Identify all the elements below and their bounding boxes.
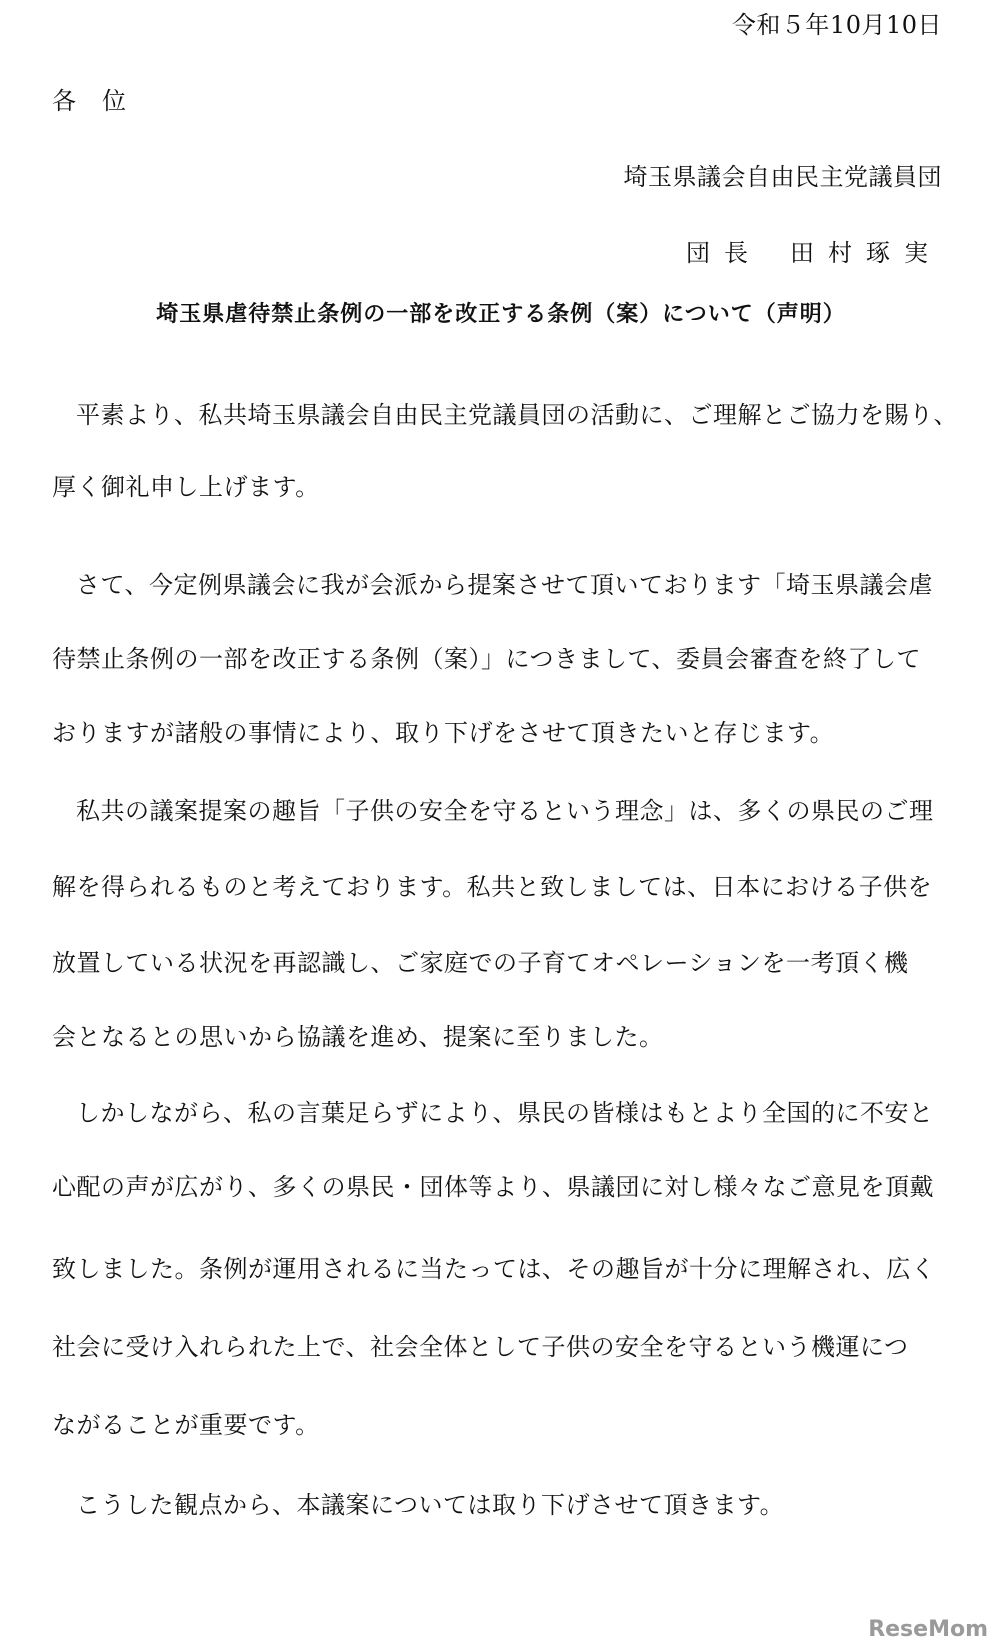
document-date: 令和５年10月10日 bbox=[731, 11, 942, 39]
body-line-7: 解を得られるものと考えております。私共と致しましては、日本における子供を bbox=[52, 873, 933, 901]
resemom-logo: ReseMom bbox=[868, 1617, 988, 1642]
body-line-8: 放置している状況を再認識し、ご家庭での子育てオペレーションを一考頂く機 bbox=[52, 949, 909, 977]
body-line-14: ながることが重要です。 bbox=[52, 1411, 320, 1439]
body-line-3: さて、今定例県議会に我が会派から提案させて頂いております「埼玉県議会虐 bbox=[76, 571, 934, 599]
body-line-6: 私共の議案提案の趣旨「子供の安全を守るという理念」は、多くの県民のご理 bbox=[76, 797, 934, 825]
leader-signature-line bbox=[686, 238, 942, 268]
body-line-2: 厚く御礼申し上げます。 bbox=[52, 473, 320, 501]
addressee: 各位 bbox=[52, 87, 152, 115]
body-line-13: 社会に受け入れられた上で、社会全体として子供の安全を守るという機運につ bbox=[52, 1333, 909, 1361]
body-line-5: おりますが諸般の事情により、取り下げをさせて頂きたいと存じます。 bbox=[52, 719, 835, 747]
body-line-10: しかしながら、私の言葉足らずにより、県民の皆様はもとより全国的に不安と bbox=[76, 1099, 934, 1127]
leader-title: 団長 bbox=[686, 239, 762, 267]
body-line-12: 致しました。条例が運用されるに当たっては、その趣旨が十分に理解され、広く bbox=[52, 1255, 936, 1283]
leader-name: 田村琢実 bbox=[790, 239, 942, 267]
body-line-1: 平素より、私共埼玉県議会自由民主党議員団の活動に、ご理解とご協力を賜り、 bbox=[76, 401, 958, 429]
body-line-4: 待禁止条例の一部を改正する条例（案）」につきまして、委員会審査を終了して bbox=[52, 645, 922, 673]
body-line-9: 会となるとの思いから協議を進め、提案に至りました。 bbox=[52, 1023, 664, 1051]
organization-name: 埼玉県議会自由民主党議員団 bbox=[623, 163, 942, 191]
body-line-11: 心配の声が広がり、多くの県民・団体等より、県議団に対し様々なご意見を頂戴 bbox=[52, 1173, 934, 1201]
document-title: 埼玉県虐待禁止条例の一部を改正する条例（案）について（声明） bbox=[156, 302, 846, 327]
body-line-15: こうした観点から、本議案については取り下げさせて頂きます。 bbox=[76, 1491, 785, 1519]
